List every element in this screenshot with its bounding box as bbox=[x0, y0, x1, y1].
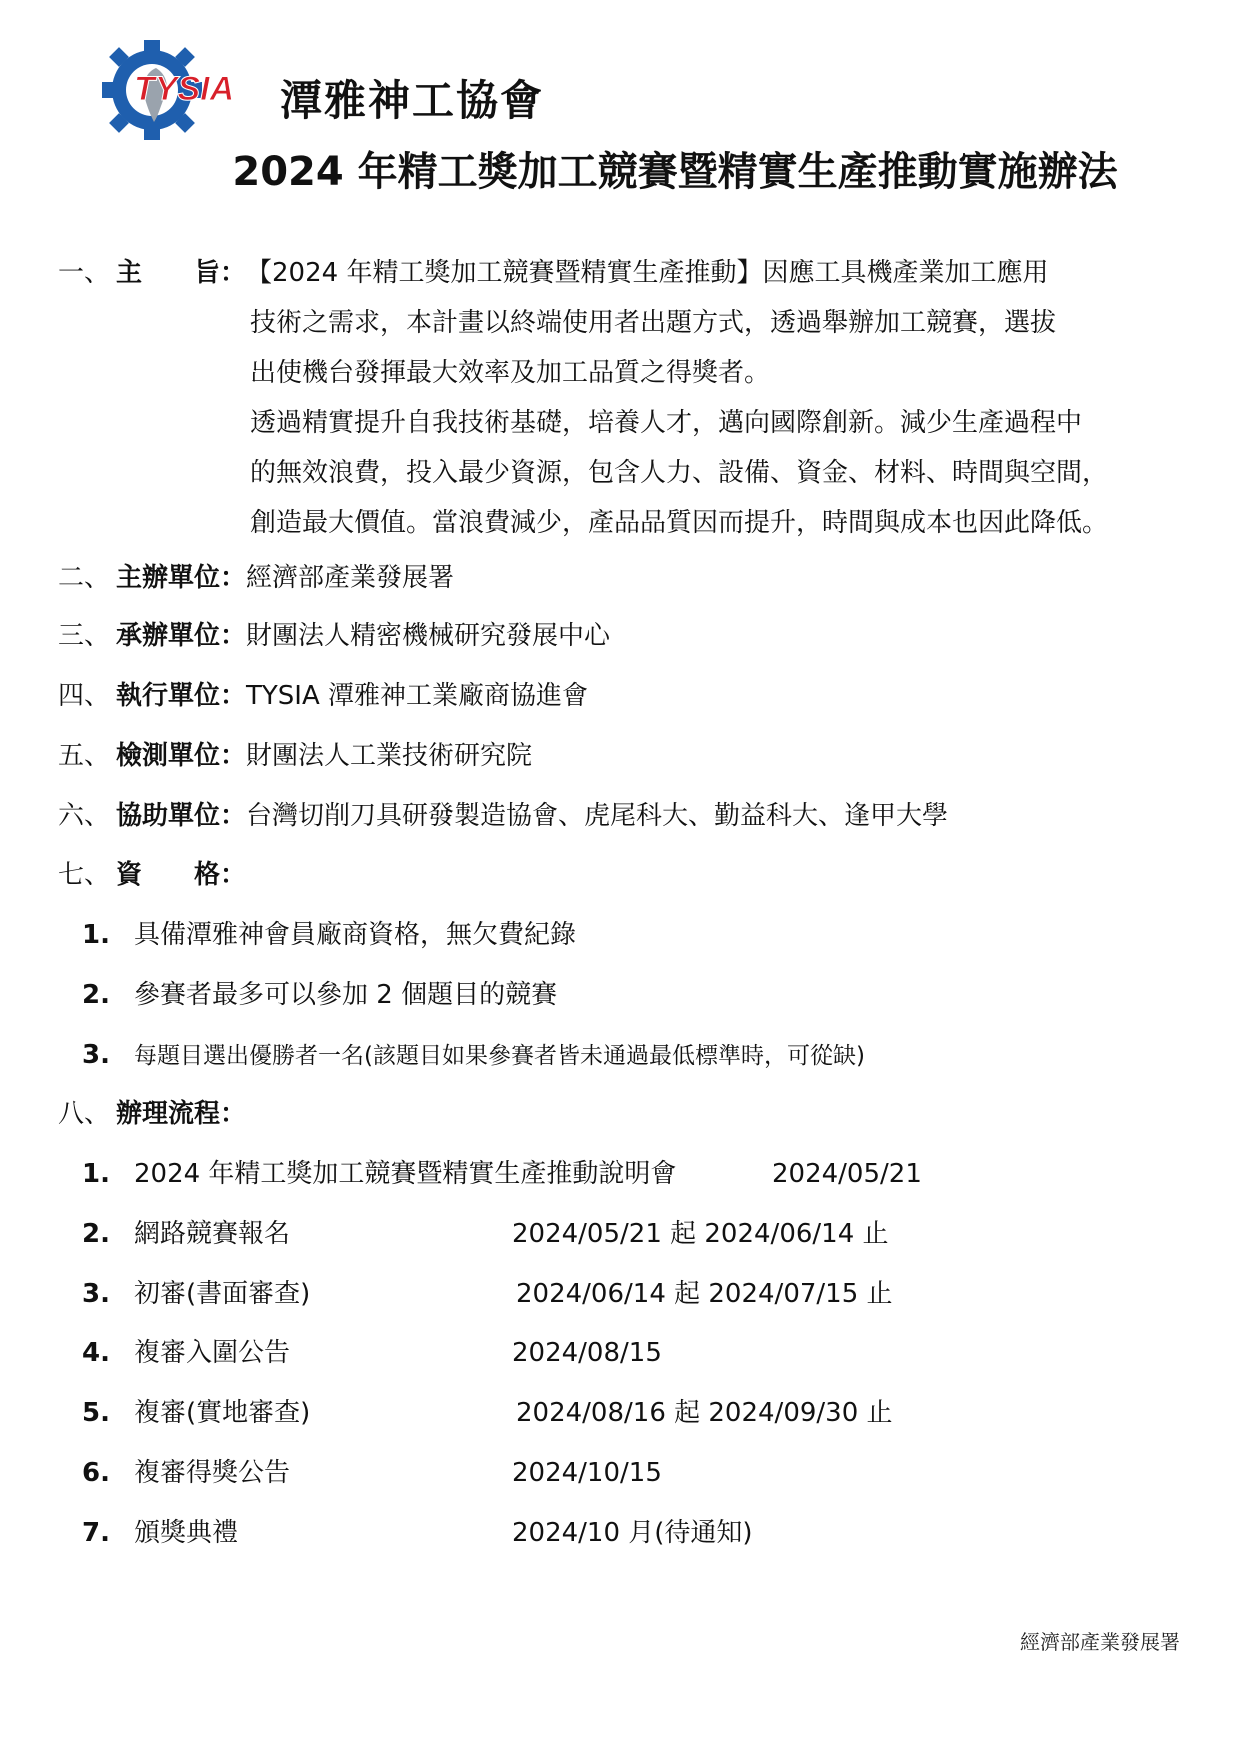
section-executor bbox=[58, 671, 588, 721]
schedule-date: 2024/08/15 bbox=[512, 1338, 662, 1368]
section-label: 承辦單位： bbox=[116, 621, 247, 651]
schedule-number: 3. bbox=[82, 1279, 110, 1309]
section-number: 七、 bbox=[58, 860, 111, 890]
logo-text: TYSIA bbox=[134, 70, 235, 108]
schedule-row bbox=[82, 1269, 1182, 1319]
schedule-date: 2024/08/16 起 2024/09/30 止 bbox=[516, 1398, 893, 1428]
purpose-line: 出使機台發揮最大效率及加工品質之得獎者。 bbox=[250, 358, 771, 388]
tysia-logo bbox=[100, 38, 270, 142]
schedule-event: 複審入圍公告 bbox=[134, 1338, 291, 1368]
schedule-row bbox=[82, 1328, 1182, 1378]
schedule-event: 複審得獎公告 bbox=[134, 1458, 291, 1488]
purpose-paragraph bbox=[250, 298, 1200, 548]
list-item-text: 每題目選出優勝者一名(該題目如果參賽者皆未通過最低標準時，可從缺) bbox=[134, 1043, 865, 1069]
purpose-line: 【2024 年精工獎加工競賽暨精實生產推動】因應工具機產業加工應用 bbox=[246, 258, 1049, 288]
section-purpose bbox=[58, 248, 1048, 298]
schedule-event: 網路競賽報名 bbox=[134, 1219, 291, 1249]
schedule-row bbox=[82, 1209, 1182, 1259]
org-name: 潭雅神工協會 bbox=[280, 76, 545, 125]
page-title: 2024 年精工獎加工競賽暨精實生產推動實施辦法 bbox=[232, 149, 1118, 195]
schedule-number: 2. bbox=[82, 1219, 110, 1249]
section-label: 主辦單位： bbox=[116, 563, 247, 593]
list-item bbox=[82, 1030, 865, 1081]
section-qualifications bbox=[58, 850, 246, 900]
purpose-line: 的無效浪費，投入最少資源，包含人力、設備、資金、材料、時間與空間， bbox=[250, 458, 1109, 488]
section-label: 資 格： bbox=[116, 860, 247, 890]
list-item-number: 3. bbox=[82, 1040, 110, 1070]
schedule-date: 2024/10 月(待通知) bbox=[512, 1518, 753, 1548]
section-label: 協助單位： bbox=[116, 801, 247, 831]
schedule-number: 7. bbox=[82, 1518, 110, 1548]
section-label: 檢測單位： bbox=[116, 741, 247, 771]
section-label: 主 旨： bbox=[116, 258, 247, 288]
purpose-line: 技術之需求，本計畫以終端使用者出題方式，透過舉辦加工競賽，選拔 bbox=[250, 308, 1057, 338]
section-value: 經濟部產業發展署 bbox=[246, 563, 455, 593]
schedule-row bbox=[82, 1388, 1182, 1438]
section-number: 八、 bbox=[58, 1099, 111, 1129]
section-value: 財團法人工業技術研究院 bbox=[246, 741, 533, 771]
purpose-line: 創造最大價值。當浪費減少，產品品質因而提升，時間與成本也因此降低。 bbox=[250, 508, 1109, 538]
section-label: 辦理流程： bbox=[116, 1099, 247, 1129]
section-number: 一、 bbox=[58, 258, 111, 288]
schedule-event: 複審(實地審查) bbox=[134, 1398, 311, 1428]
schedule-number: 1. bbox=[82, 1159, 110, 1189]
section-label: 執行單位： bbox=[116, 681, 247, 711]
schedule-row bbox=[82, 1508, 1182, 1558]
section-value: 財團法人精密機械研究發展中心 bbox=[246, 621, 611, 651]
schedule-event: 初審(書面審查) bbox=[134, 1279, 311, 1309]
section-schedule bbox=[58, 1089, 246, 1139]
section-number: 五、 bbox=[58, 741, 111, 771]
list-item-number: 2. bbox=[82, 980, 110, 1010]
section-number: 三、 bbox=[58, 621, 111, 651]
section-organizer bbox=[58, 553, 454, 603]
schedule-date: 2024/06/14 起 2024/07/15 止 bbox=[516, 1279, 893, 1309]
schedule-date: 2024/10/15 bbox=[512, 1458, 662, 1488]
schedule-event: 2024 年精工獎加工競賽暨精實生產推動說明會 bbox=[134, 1159, 677, 1189]
schedule-number: 5. bbox=[82, 1398, 110, 1428]
list-item-text: 具備潭雅神會員廠商資格，無欠費紀錄 bbox=[134, 920, 577, 950]
section-value: 台灣切削刀具研發製造協會、虎尾科大、勤益科大、逢甲大學 bbox=[246, 801, 949, 831]
schedule-event: 頒獎典禮 bbox=[134, 1518, 239, 1548]
section-number: 六、 bbox=[58, 801, 111, 831]
section-contractor bbox=[58, 611, 610, 661]
schedule-row bbox=[82, 1448, 1182, 1498]
list-item-text: 參賽者最多可以參加 2 個題目的競賽 bbox=[134, 980, 558, 1010]
list-item bbox=[82, 910, 576, 960]
schedule-row bbox=[82, 1149, 1182, 1199]
footer-text: 經濟部產業發展署 bbox=[1020, 1630, 1180, 1654]
list-item bbox=[82, 970, 557, 1020]
section-assistance bbox=[58, 791, 948, 841]
list-item-number: 1. bbox=[82, 920, 110, 950]
schedule-number: 6. bbox=[82, 1458, 110, 1488]
section-testing bbox=[58, 731, 532, 781]
schedule-date: 2024/05/21 bbox=[772, 1159, 922, 1189]
section-value: TYSIA 潭雅神工業廠商協進會 bbox=[246, 681, 589, 711]
section-number: 四、 bbox=[58, 681, 111, 711]
schedule-number: 4. bbox=[82, 1338, 110, 1368]
section-number: 二、 bbox=[58, 563, 111, 593]
purpose-line: 透過精實提升自我技術基礎，培養人才，邁向國際創新。減少生產過程中 bbox=[250, 408, 1083, 438]
schedule-date: 2024/05/21 起 2024/06/14 止 bbox=[512, 1219, 889, 1249]
